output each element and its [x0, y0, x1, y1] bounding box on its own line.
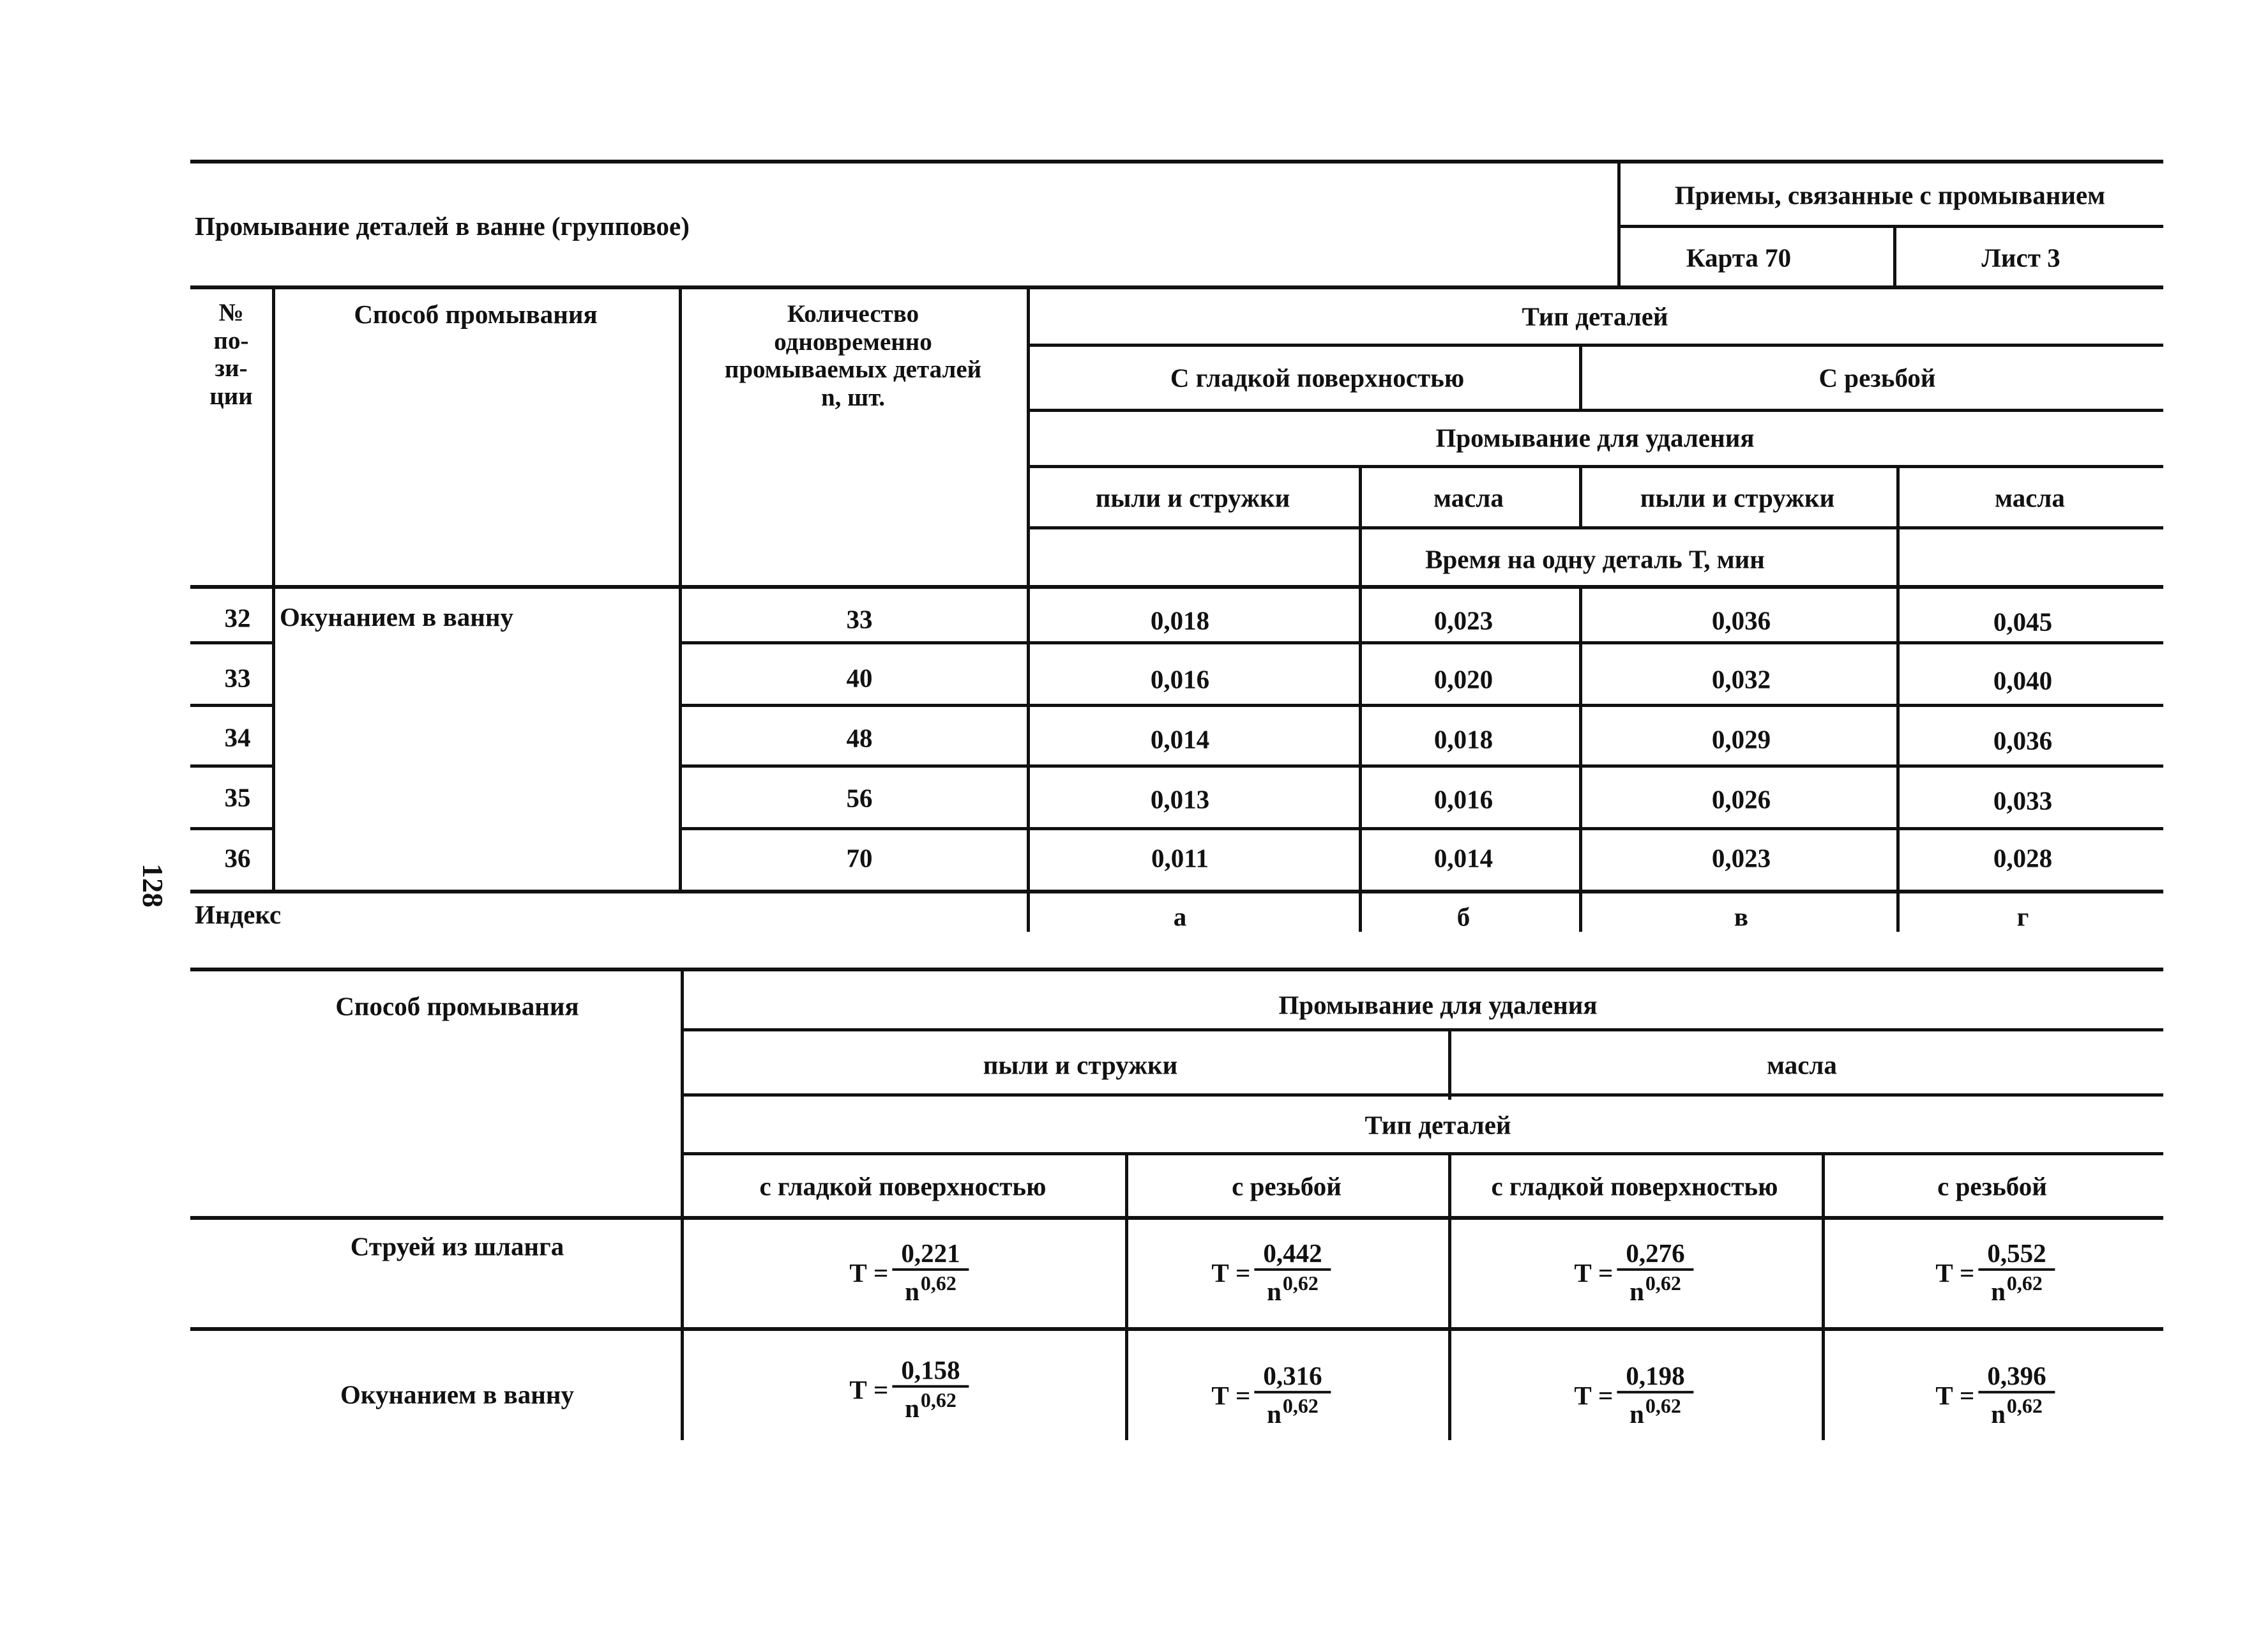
wash-for-header: Промывание для удаления: [1435, 423, 1755, 453]
t2-oil: масла: [1767, 1050, 1837, 1080]
count-cell: 40: [846, 663, 873, 693]
t2-col-method: Способ промывания: [335, 991, 579, 1021]
header-bottom-rule: [190, 285, 2163, 289]
col-header-count: [725, 300, 981, 412]
t1-row-rule: [190, 641, 272, 644]
t2-smooth-oil: с гладкой поверхностью: [1491, 1171, 1778, 1201]
value-d: 0,028: [1993, 843, 2053, 873]
header-mid-rule: [1617, 225, 2163, 228]
t1-vline-4: [1359, 466, 1362, 932]
oil-header-threaded: масла: [1995, 483, 2065, 513]
t2-hrule: [190, 1216, 2163, 1220]
smooth-surface-header: С гладкой поверхностью: [1170, 363, 1465, 393]
t1-vline-3: [1027, 285, 1030, 932]
value-c: 0,026: [1711, 784, 1771, 814]
t1-hrule: [190, 585, 2163, 589]
t1-vline-2: [679, 285, 682, 892]
formula-lhs: Т =: [1935, 1257, 1975, 1288]
count-cell: 48: [846, 723, 873, 753]
t1-row-rule: [190, 764, 272, 768]
t2-type-header: Тип деталей: [1365, 1110, 1511, 1140]
index-d: г: [2016, 902, 2029, 932]
card-number: Карта 70: [1686, 243, 1792, 273]
formula: [1211, 1238, 1331, 1307]
formula-exp: 0,62: [1282, 1271, 1319, 1295]
t2-dust: пыли и стружки: [983, 1050, 1178, 1080]
value-c: 0,029: [1711, 724, 1771, 754]
formula-lhs: Т =: [1211, 1380, 1251, 1410]
value-a: 0,011: [1151, 843, 1209, 873]
count-cell: 33: [846, 604, 873, 634]
index-a: а: [1173, 902, 1187, 932]
t2-top-rule: [190, 968, 2163, 971]
value-c: 0,032: [1711, 664, 1771, 694]
t1-vline-5a: [1579, 344, 1582, 410]
value-d: 0,045: [1993, 607, 2053, 637]
t1-row-rule: [679, 764, 2163, 768]
value-c: 0,036: [1711, 605, 1771, 635]
value-c: 0,023: [1711, 843, 1771, 873]
t2-hrule: [681, 1028, 2163, 1031]
formula-lhs: Т =: [1211, 1257, 1251, 1288]
t1-hrule: [1027, 409, 2163, 412]
formula-exp: 0,62: [1645, 1271, 1681, 1295]
formula-coef: 0,316: [1254, 1361, 1331, 1394]
formula-coef: 0,396: [1978, 1361, 2055, 1394]
formula-coef: 0,442: [1254, 1238, 1331, 1271]
page-number: 128: [137, 863, 169, 908]
t2-threaded-oil: с резьбой: [1937, 1171, 2047, 1201]
method-cell: Окунанием в ванну: [280, 602, 513, 632]
dust-header-smooth: пыли и стружки: [1095, 483, 1290, 513]
formula-exp: 0,62: [1282, 1394, 1319, 1417]
t1-hrule: [1027, 526, 2163, 529]
t2-method-immersion: Окунанием в ванну: [340, 1379, 574, 1409]
t1-hrule: [1027, 465, 2163, 468]
formula-coef: 0,158: [892, 1355, 969, 1388]
value-b: 0,014: [1433, 843, 1493, 873]
formula-n: n: [1267, 1399, 1281, 1429]
formula-lhs: Т =: [1935, 1380, 1975, 1410]
formula: [1574, 1361, 1693, 1430]
t1-vline-5c: [1579, 586, 1582, 932]
formula-exp: 0,62: [920, 1388, 956, 1411]
index-label: Индекс: [195, 900, 282, 929]
value-a: 0,018: [1150, 605, 1210, 635]
col-header-method: Способ промывания: [354, 300, 598, 329]
col-count-line: промываемых деталей: [724, 356, 982, 384]
value-d: 0,040: [1993, 665, 2053, 695]
formula-n: n: [1991, 1276, 2006, 1306]
t2-vline-4: [1822, 1153, 1825, 1440]
formula: [1211, 1361, 1331, 1430]
pos-cell: 32: [224, 603, 251, 633]
t2-hrule: [190, 1327, 2163, 1331]
formula-n: n: [1267, 1276, 1281, 1306]
col-count-line: Количество: [787, 300, 919, 328]
section-title: Приемы, связанные с промыванием: [1674, 180, 2106, 210]
formula-exp: 0,62: [2006, 1271, 2043, 1295]
t2-method-hose: Струей из шланга: [350, 1231, 564, 1261]
sheet-number: Лист 3: [1981, 243, 2060, 273]
t1-vline-6: [1896, 466, 1900, 932]
t2-smooth-dust: с гладкой поверхностью: [759, 1171, 1047, 1201]
pos-cell: 35: [224, 782, 251, 812]
t2-threaded-dust: с резьбой: [1232, 1171, 1342, 1201]
t2-vline-3: [1125, 1153, 1128, 1440]
t2-vline-2a: [1448, 1030, 1451, 1100]
formula-coef: 0,276: [1617, 1238, 1693, 1271]
time-header: Время на одну деталь Т, мин: [1425, 544, 1765, 574]
formula-lhs: Т =: [1574, 1380, 1614, 1410]
t1-row-rule: [190, 704, 272, 707]
formula-n: n: [1629, 1276, 1644, 1306]
col-pos-line: зи-: [215, 354, 248, 383]
pos-cell: 36: [224, 843, 251, 873]
formula-coef: 0,221: [892, 1238, 969, 1271]
col-count-line: одновременно: [774, 328, 932, 356]
t2-vline-1: [681, 968, 684, 1440]
formula-n: n: [1629, 1399, 1644, 1429]
header-top-rule: [190, 160, 2163, 163]
value-d: 0,036: [1993, 726, 2053, 756]
value-b: 0,020: [1433, 664, 1493, 694]
formula-lhs: Т =: [849, 1374, 889, 1404]
col-count-line: n, шт.: [820, 384, 886, 412]
count-cell: 70: [846, 843, 873, 873]
col-pos-line: №: [218, 299, 244, 326]
t1-row-rule: [679, 827, 2163, 830]
value-b: 0,018: [1433, 724, 1493, 754]
card-sheet-divider: [1893, 225, 1896, 287]
formula: [1574, 1238, 1693, 1307]
formula: [1935, 1238, 2055, 1307]
oil-header-smooth: масла: [1433, 483, 1504, 513]
threaded-header: С резьбой: [1818, 363, 1936, 393]
col-pos-line: по-: [213, 326, 249, 354]
formula: [849, 1238, 969, 1307]
value-a: 0,016: [1150, 664, 1210, 694]
index-b: б: [1456, 902, 1470, 932]
dust-header-threaded: пыли и стружки: [1640, 483, 1835, 513]
formula-n: n: [905, 1393, 919, 1423]
pos-cell: 34: [224, 722, 251, 752]
value-a: 0,013: [1150, 784, 1210, 814]
t1-row-rule: [190, 890, 2163, 893]
count-cell: 56: [846, 783, 873, 813]
t2-hrule: [681, 1152, 2163, 1155]
header-divider: [1617, 160, 1621, 287]
formula-n: n: [1991, 1399, 2006, 1429]
index-c: в: [1734, 902, 1749, 932]
t1-vline-5b: [1579, 466, 1582, 528]
value-a: 0,014: [1150, 724, 1210, 754]
formula-exp: 0,62: [1645, 1394, 1681, 1417]
t1-hrule: [1027, 344, 2163, 347]
doc-title: Промывание деталей в ванне (групповое): [195, 211, 690, 241]
formula-lhs: Т =: [849, 1257, 889, 1288]
type-header: Тип деталей: [1522, 301, 1668, 331]
t1-row-rule: [190, 827, 272, 830]
col-pos-line: ции: [209, 383, 253, 411]
t2-hrule: [681, 1093, 2163, 1097]
formula-n: n: [905, 1276, 919, 1306]
value-b: 0,016: [1433, 784, 1493, 814]
t1-vline-1: [272, 285, 275, 892]
value-d: 0,033: [1993, 786, 2053, 816]
formula: [1935, 1361, 2055, 1430]
formula-lhs: Т =: [1574, 1257, 1614, 1288]
t2-vline-2b: [1448, 1153, 1451, 1440]
value-b: 0,023: [1433, 605, 1493, 635]
t2-wash-for: Промывание для удаления: [1278, 990, 1598, 1020]
t1-row-rule: [679, 641, 2163, 644]
formula-coef: 0,552: [1978, 1238, 2055, 1271]
formula-exp: 0,62: [2006, 1394, 2043, 1417]
t1-row-rule: [679, 704, 2163, 707]
col-header-position: [209, 299, 252, 411]
formula-coef: 0,198: [1617, 1361, 1693, 1394]
pos-cell: 33: [224, 663, 251, 693]
formula-exp: 0,62: [920, 1271, 956, 1295]
formula: [849, 1355, 969, 1424]
